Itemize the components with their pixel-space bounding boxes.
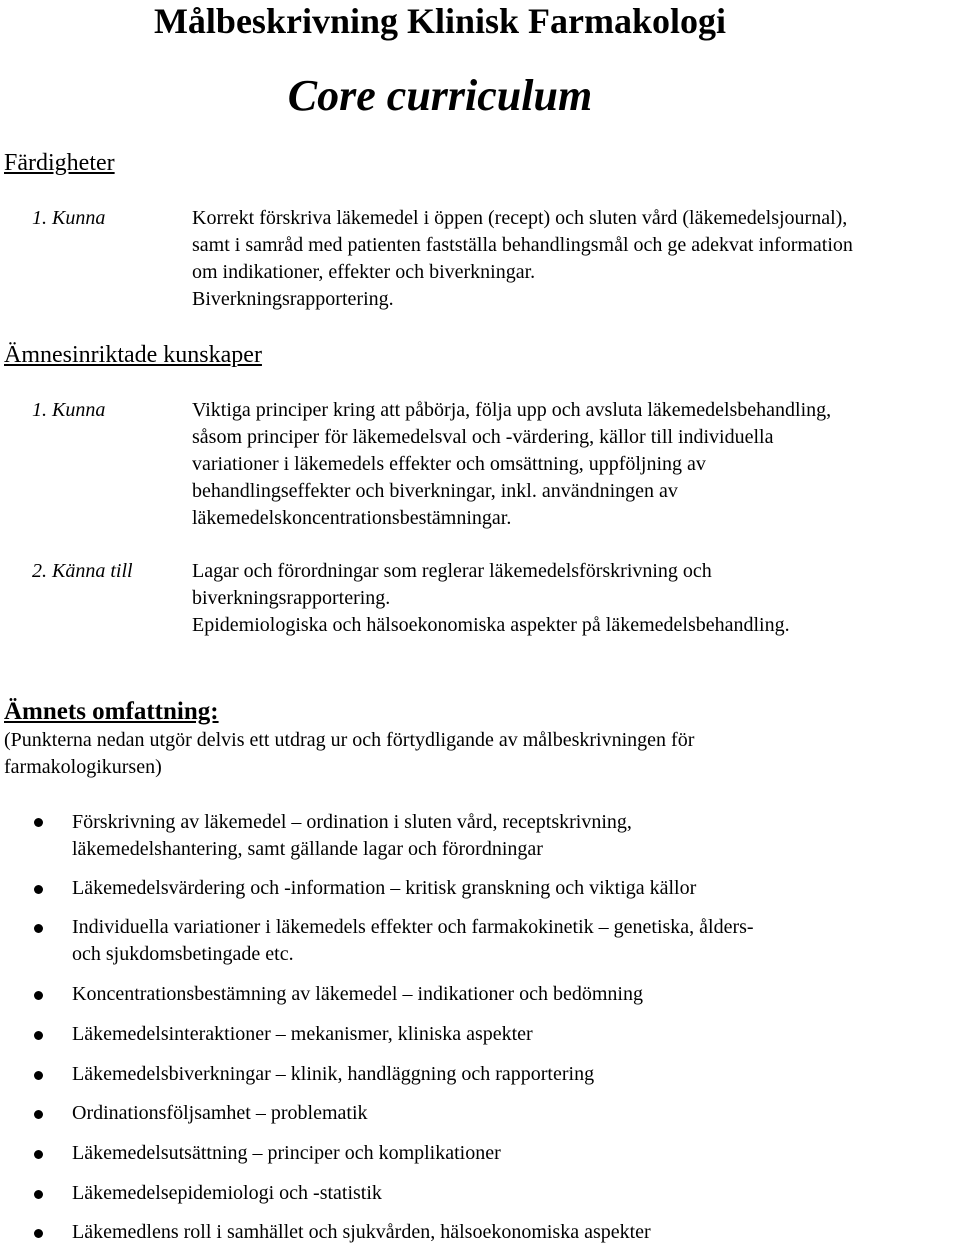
bullet-line: Individuella variationer i läkemedels effekter och farmakokinetik – genetiska, ålders- [72, 916, 754, 938]
description-line: om indikationer, effekter och biverkningar. [192, 261, 536, 283]
bullet-marker [34, 1071, 43, 1080]
description-line: såsom principer för läkemedelsval och -värdering, källor till individuella [192, 426, 774, 448]
bullet-line: Läkemedelsbiverkningar – klinik, handläggning och rapportering [72, 1063, 595, 1085]
item-description [192, 397, 831, 532]
bullet-line: Läkemedelsvärdering och -information – kritisk granskning och viktiga källor [72, 877, 697, 899]
bullet-item [72, 875, 696, 902]
description-line: Epidemiologiska och hälsoekonomiska aspekter på läkemedelsbehandling. [192, 614, 790, 636]
note-line: (Punkterna nedan utgör delvis ett utdrag ur och förtydligande av målbeskrivningen för [4, 729, 695, 751]
item-label: 2. Känna till [32, 560, 133, 582]
description-line: biverkningsrapportering. [192, 587, 391, 609]
bullet-line: Läkemedlens roll i samhället och sjukvården, hälsoekonomiska aspekter [72, 1221, 651, 1243]
bullet-line: Förskrivning av läkemedel – ordination i sluten vård, receptskrivning, [72, 811, 632, 833]
bullet-marker [34, 1110, 43, 1119]
omfattning-note [4, 727, 694, 781]
section-heading-omfattning: Ämnets omfattning: [4, 698, 219, 725]
bullet-item [72, 1140, 501, 1167]
description-line: läkemedelskoncentrationsbestämningar. [192, 507, 512, 529]
bullet-line: Läkemedelsinteraktioner – mekanismer, kliniska aspekter [72, 1023, 533, 1045]
bullet-item [72, 1100, 368, 1127]
bullet-marker [34, 885, 43, 894]
bullet-item [72, 1061, 594, 1088]
bullet-marker [34, 991, 43, 1000]
description-line: variationer i läkemedels effekter och omsättning, uppföljning av [192, 453, 706, 475]
description-line: samt i samråd med patienten fastställa behandlingsmål och ge adekvat information [192, 234, 853, 256]
section-heading-amnesinriktade: Ämnesinriktade kunskaper [4, 342, 262, 368]
bullet-marker [34, 1150, 43, 1159]
bullet-item [72, 1021, 533, 1048]
bullet-line: Ordinationsföljsamhet – problematik [72, 1102, 368, 1124]
bullet-item [72, 1219, 651, 1246]
item-description [192, 558, 790, 639]
bullet-item [72, 914, 754, 968]
item-label: 1. Kunna [32, 207, 106, 229]
document-subtitle: Core curriculum [287, 71, 593, 120]
bullet-line: och sjukdomsbetingade etc. [72, 943, 294, 965]
document-title: Målbeskrivning Klinisk Farmakologi [153, 1, 727, 41]
bullet-line: Läkemedelsepidemiologi och -statistik [72, 1182, 382, 1204]
bullet-marker [34, 1229, 43, 1238]
bullet-marker [34, 1190, 43, 1199]
bullet-line: läkemedelshantering, samt gällande lagar och förordningar [72, 838, 543, 860]
item-label: 1. Kunna [32, 399, 106, 421]
note-line: farmakologikursen) [4, 756, 162, 778]
description-line: behandlingseffekter och biverkningar, inkl. användningen av [192, 480, 678, 502]
section-heading-fardigheter: Färdigheter [4, 150, 115, 176]
bullet-item [72, 1180, 382, 1207]
bullet-marker [34, 818, 43, 827]
description-line: Korrekt förskriva läkemedel i öppen (recept) och sluten vård (läkemedelsjournal), [192, 207, 848, 229]
bullet-item [72, 809, 632, 863]
bullet-item [72, 981, 643, 1008]
description-line: Lagar och förordningar som reglerar läkemedelsförskrivning och [192, 560, 712, 582]
description-line: Biverkningsrapportering. [192, 288, 394, 310]
description-line: Viktiga principer kring att påbörja, följa upp och avsluta läkemedelsbehandling, [192, 399, 832, 421]
bullet-line: Koncentrationsbestämning av läkemedel – indikationer och bedömning [72, 983, 643, 1005]
item-description [192, 205, 853, 313]
bullet-marker [34, 1031, 43, 1040]
bullet-marker [34, 924, 43, 933]
bullet-line: Läkemedelsutsättning – principer och komplikationer [72, 1142, 501, 1164]
